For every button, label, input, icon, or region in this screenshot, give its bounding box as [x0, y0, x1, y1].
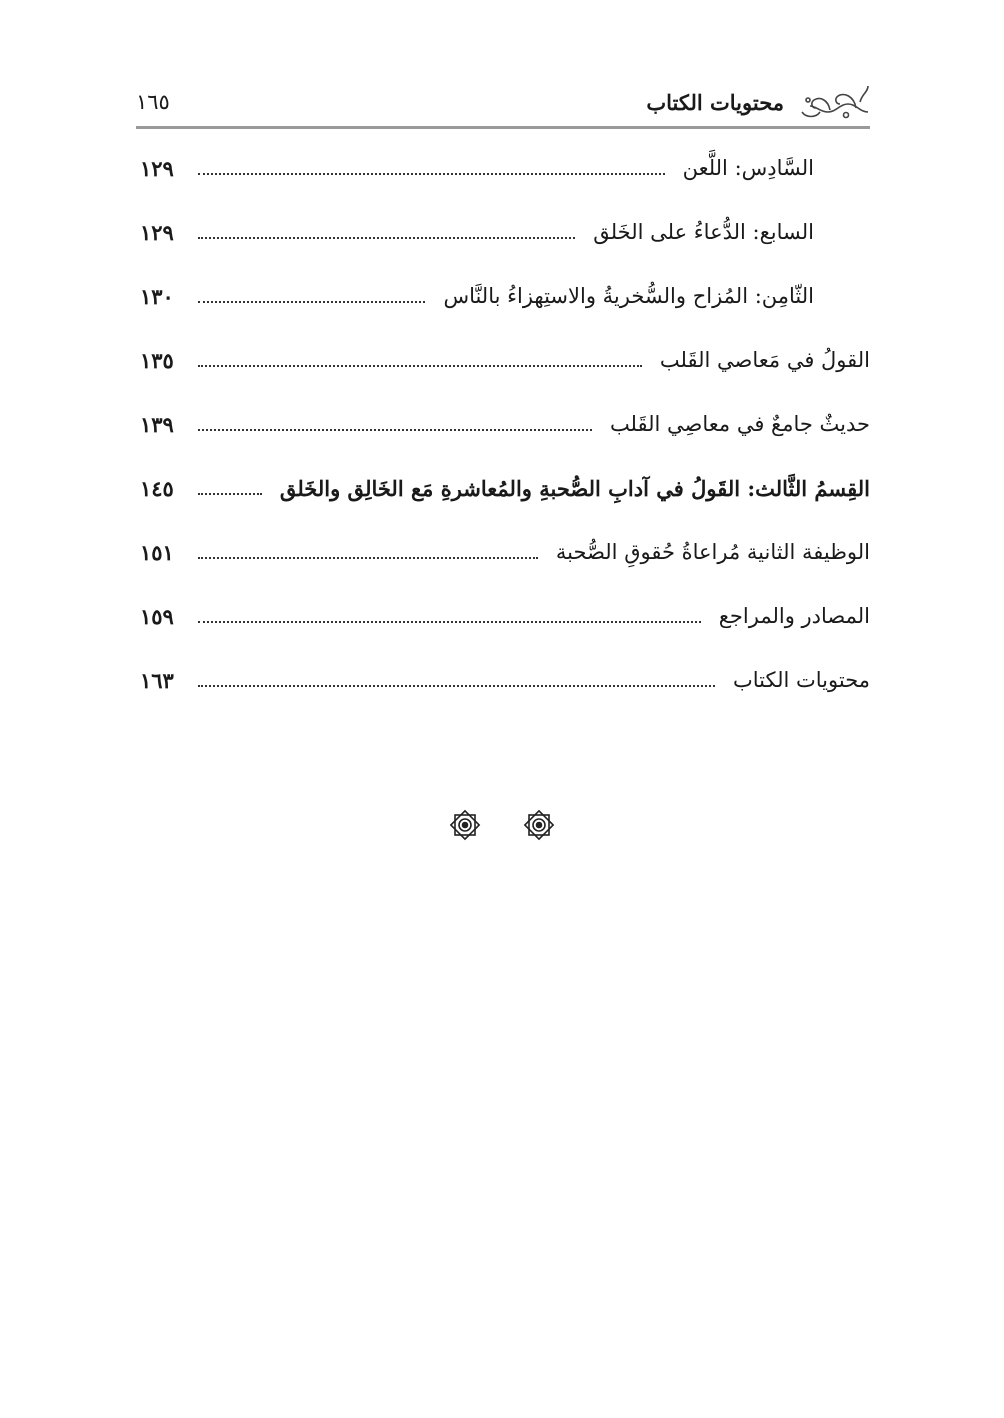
toc-entry — [140, 328, 870, 392]
toc-entry-page: ١٥١ — [140, 539, 174, 565]
toc-entry-page: ١٦٣ — [140, 667, 174, 693]
toc-entry-page: ١٥٩ — [140, 603, 174, 629]
toc-entry-page: ١٢٩ — [140, 219, 174, 245]
toc-entry-page: ١٢٩ — [140, 155, 174, 181]
toc-entry — [140, 584, 870, 648]
toc-entry-title: القولُ في مَعاصي القَلب — [659, 348, 870, 372]
toc-entry-title: السابع: الدُّعاءُ على الخَلق — [593, 220, 814, 244]
dot-leader — [198, 429, 592, 431]
toc-entry — [140, 520, 870, 584]
header-rule — [136, 126, 870, 129]
star-ornament-icon — [448, 808, 482, 842]
toc-entry-title: المصادر والمراجع — [718, 604, 870, 628]
end-ornaments — [0, 808, 1004, 842]
floral-ornament-icon — [790, 82, 870, 122]
toc-entry-title: القِسمُ الثَّالث: القَولُ في آدابِ الصُّحبةِ والمُعاشرةِ مَع الخَالِق والخَلق — [279, 475, 870, 501]
star-ornament-icon — [522, 808, 556, 842]
page-number: ١٦٥ — [136, 90, 170, 114]
dot-leader — [198, 621, 701, 623]
dot-leader — [198, 365, 642, 367]
toc-entry-title: السَّادِس: اللَّعن — [682, 156, 814, 180]
dot-leader — [198, 493, 262, 495]
table-of-contents — [140, 136, 870, 712]
running-title: محتويات الكتاب — [646, 90, 784, 115]
dot-leader — [198, 557, 538, 559]
toc-entry-title: الثّامِن: المُزاح والسُّخريةُ والاستِهزاءُ بالنَّاس — [443, 284, 814, 308]
toc-entry-page: ١٤٥ — [140, 475, 174, 501]
dot-leader — [198, 173, 665, 175]
toc-entry — [140, 392, 870, 456]
toc-entry — [140, 648, 870, 712]
toc-entry — [140, 200, 870, 264]
dot-leader — [198, 301, 425, 303]
toc-entry — [140, 264, 870, 328]
toc-list — [140, 136, 870, 712]
dot-leader — [198, 685, 715, 687]
dot-leader — [198, 237, 575, 239]
toc-entry — [140, 456, 870, 520]
toc-entry-title: محتويات الكتاب — [732, 668, 870, 692]
toc-entry-title: الوظيفة الثانية مُراعاةُ حُقوقِ الصُّحبة — [555, 540, 870, 564]
toc-entry — [140, 136, 870, 200]
toc-entry-page: ١٣٥ — [140, 347, 174, 373]
toc-entry-title: حديثٌ جامعٌ في معاصِي القَلب — [609, 412, 870, 436]
page-header — [136, 80, 870, 126]
toc-entry-page: ١٣٩ — [140, 411, 174, 437]
toc-entry-page: ١٣٠ — [140, 283, 174, 309]
